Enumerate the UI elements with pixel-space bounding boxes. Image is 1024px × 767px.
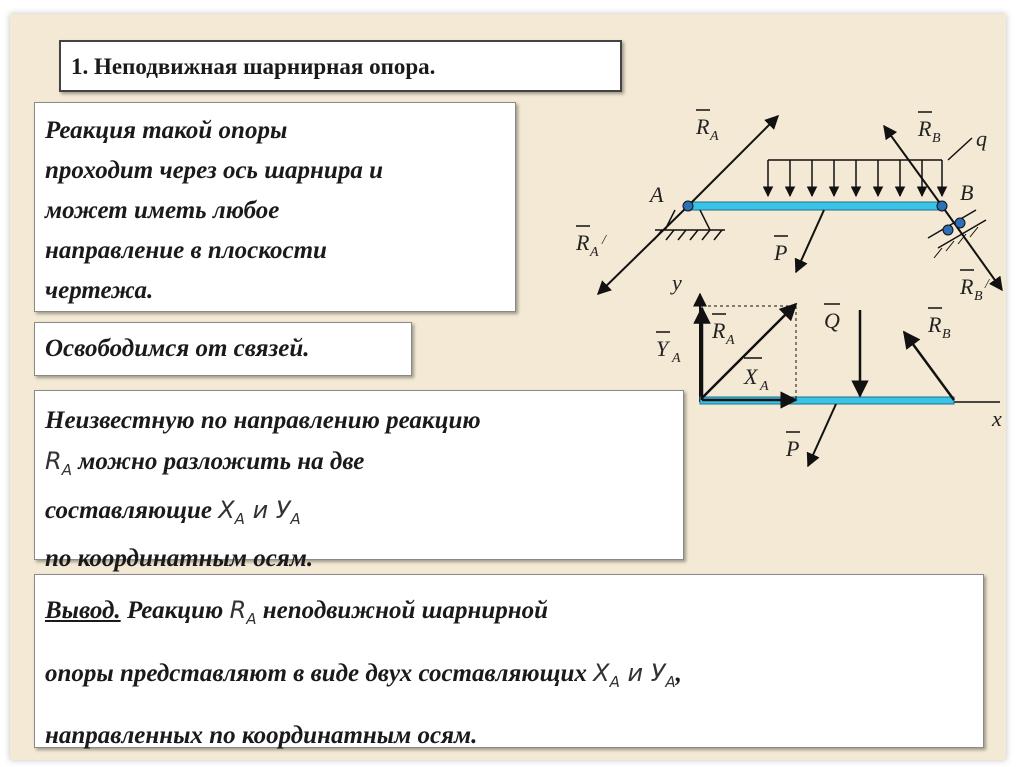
label-RB-resultant [927,308,951,342]
slide [10,14,1006,760]
force-P-arrow [796,210,824,272]
svg-text:B: B [974,289,983,304]
reaction-line-3: может иметь любое [45,197,280,224]
label-RA [695,110,719,144]
reaction-line-4: направление в плоскости [45,237,327,264]
label-RA-prime [575,226,607,260]
conclusion-lead: Вывод. [45,597,121,624]
label-RB-prime [959,270,990,304]
svg-text:A: A [726,333,735,348]
decomposition-line-2: $R_A$ можно разложить на две [45,447,365,479]
slide-title: 1. Неподвижная шарнирная опора. [71,54,436,79]
svg-text:A: A [590,245,599,260]
label-B: B [960,180,974,205]
release-constraints-text: Освободимся от связей. [45,335,310,362]
label-q: q [976,126,987,151]
conclusion-line-3: направленных по координатным осям. [45,721,478,749]
var-XA: $X_A$ и $У_A$ [218,495,301,528]
svg-text:R: R [928,312,942,337]
conclusion-line-2: опоры представляют в виде двух составляющих $X_A$ и $У_A$, [45,658,682,691]
svg-text:R: R [960,274,974,299]
label-YA [656,332,681,366]
resultant-RB-arrow [904,332,954,400]
conclusion-line-1: Вывод. Реакцию $R_A$ неподвижной шарнирной [45,596,549,628]
distributed-load [768,138,972,196]
svg-text:P: P [774,240,788,265]
label-Q [824,304,840,333]
svg-text:/: / [602,233,606,248]
svg-text:/: / [985,277,989,292]
force-P-lower-arrow [808,404,836,466]
var-XA-YA-conclusion: $X_A$ и $У_A$ [593,658,676,691]
svg-text:P: P [786,436,800,461]
reaction-line-5: чертежа. [45,277,154,304]
label-XA [743,358,769,394]
svg-text:A: A [760,379,769,394]
svg-text:A: A [672,351,681,366]
svg-text:R: R [696,114,710,139]
var-RA: $R_A$ [45,447,72,479]
label-A: A [650,182,664,207]
svg-text:R: R [712,318,726,343]
svg-text:R: R [576,230,590,255]
decomposition-line-3: составляющие $X_A$ и $У_A$ [45,495,301,528]
decomposition-line-1: Неизвестную по направлению реакцию [45,407,481,434]
conclusion-box [34,574,984,748]
svg-text:Y: Y [656,336,669,361]
svg-text:B: B [942,327,951,342]
hinge-A [683,201,693,211]
mechanics-diagram [10,14,1006,574]
label-y: y [672,270,682,295]
label-RA-resultant [711,314,735,348]
label-P-lower [785,432,800,461]
svg-text:Q: Q [824,308,840,333]
svg-text:A: A [710,129,719,144]
label-P [773,236,788,265]
support-A-ground [654,210,725,240]
decomposition-line-4: по координатным осям. [45,544,314,572]
svg-text:R: R [918,116,932,141]
svg-text:B: B [932,131,941,146]
beam-top [688,202,942,210]
reaction-line-2: проходит через ось шарнира и [45,157,383,184]
label-x: x [992,406,1002,431]
label-RB [917,112,941,146]
svg-text:X: X [744,364,758,389]
reaction-line-1: Реакция такой опоры [45,117,288,144]
var-RA-conclusion: $R_A$ [229,596,257,628]
